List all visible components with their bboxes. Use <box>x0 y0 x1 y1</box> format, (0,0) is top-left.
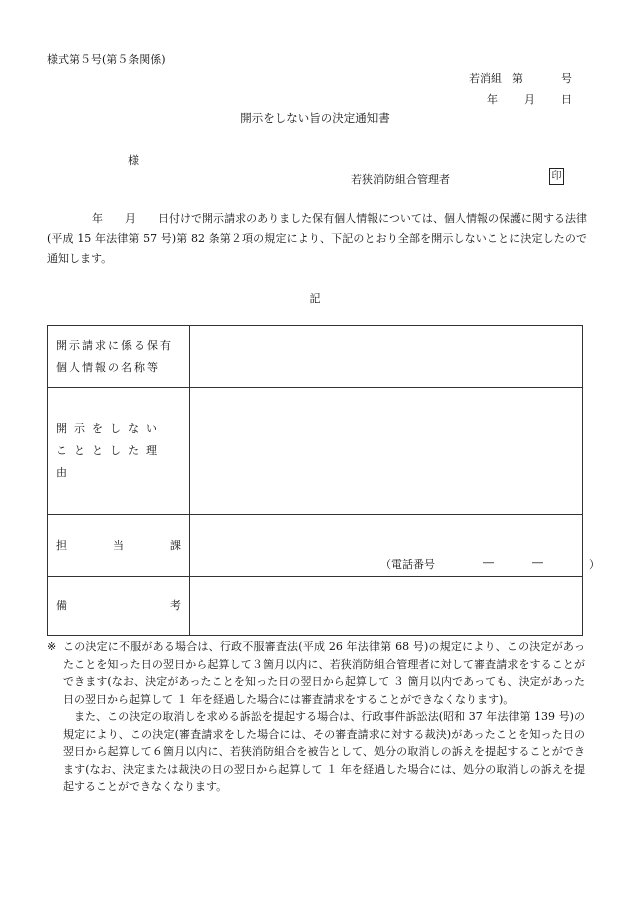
table-row-department <box>48 515 583 577</box>
doc-number-prefix: 若消組 <box>469 72 502 85</box>
detail-table <box>47 325 600 636</box>
label-subject-line1: 開示請求に係る保有 <box>56 338 173 352</box>
phone-label: （電話番号 <box>380 558 435 571</box>
value-remarks[interactable] <box>190 577 583 636</box>
label-reason-line1: 開示をしない <box>56 422 164 435</box>
document-title: 開示をしない旨の決定通知書 <box>240 111 390 125</box>
label-subject <box>48 326 190 388</box>
value-department[interactable] <box>190 515 600 577</box>
label-reason-line2: こととした理由 <box>56 444 164 479</box>
notes-section <box>47 638 585 796</box>
label-remarks-char2: 考 <box>170 599 181 612</box>
note-paragraph-2: また、この決定の取消しを求める訴訟を提起する場合は、行政事件訴訟法(昭和 37 年法律第 139 号)の規定により、この決定(審査請求をした場合には、その審査請求に対する裁決)があったことを知った日の翌日から起算して６箇月以内に、若狭消防組合を被告として、処分の取消しの訴えを提起することができます(なお、決定または裁決の日の翌日から起算して １ 年を経過した場合には、処分の取消しの訴えを提起することができなくなります。 <box>63 710 585 793</box>
label-remarks <box>48 577 190 636</box>
label-subject-line2: 個人情報の名称等 <box>56 360 160 374</box>
phone-dash-2: ― <box>532 556 543 569</box>
note-text-1: この決定に不服がある場合は、行政不服審査法(平成 26 年法律第 68 号)の規定により、この決定があったことを知った日の翌日から起算して３箇月以内に、若狭消防組合管理者に対して審査請求をすることができます(なお、決定があったことを知った日の翌日から起算して ３ 箇月以内であっても、決定があった日の翌日から起算して １ 年を経過した場合には審査請求をすることができなくなります)。 <box>63 640 585 706</box>
label-department-char1: 担 <box>56 538 67 552</box>
label-department-char3: 課 <box>170 538 181 552</box>
label-remarks-char1: 備 <box>56 599 67 612</box>
table-row-reason <box>48 388 583 515</box>
table-row-remarks <box>48 577 583 636</box>
phone-dash-1: ― <box>483 556 494 569</box>
date-month: 月 <box>524 93 535 106</box>
value-subject[interactable] <box>190 326 583 388</box>
note-mark: ※ <box>47 640 57 653</box>
phone-number-row <box>380 556 600 572</box>
sender-name: 若狭消防組合管理者 <box>351 173 450 186</box>
doc-number-go: 号 <box>561 72 572 85</box>
body-year: 年 <box>92 212 104 225</box>
date-day: 日 <box>561 93 572 106</box>
label-reason <box>48 388 190 515</box>
body-month: 月 <box>125 212 137 225</box>
date-line <box>487 91 572 107</box>
addressee-suffix: 様 <box>128 154 139 167</box>
form-number: 様式第５号(第５条関係) <box>47 53 166 66</box>
seal-mark: 印 <box>549 168 564 185</box>
phone-close: ） <box>589 558 600 571</box>
note-paragraph-1 <box>47 638 585 708</box>
body-paragraph <box>47 209 587 269</box>
document-number <box>469 70 572 86</box>
table-row-subject <box>48 326 583 388</box>
body-text: 日付けで開示請求のありました保有個人情報については、個人情報の保護に関する法律(平成 15 年法律第 57 号)第 82 条第２項の規定により、下記のとおり全部を開示しないことに決定したので通知します。 <box>47 212 588 265</box>
date-year: 年 <box>487 93 498 106</box>
ki-heading: 記 <box>309 292 321 305</box>
label-department <box>48 515 190 577</box>
value-reason[interactable] <box>190 388 583 515</box>
doc-number-dai: 第 <box>512 72 523 85</box>
label-department-char2: 当 <box>113 538 124 552</box>
